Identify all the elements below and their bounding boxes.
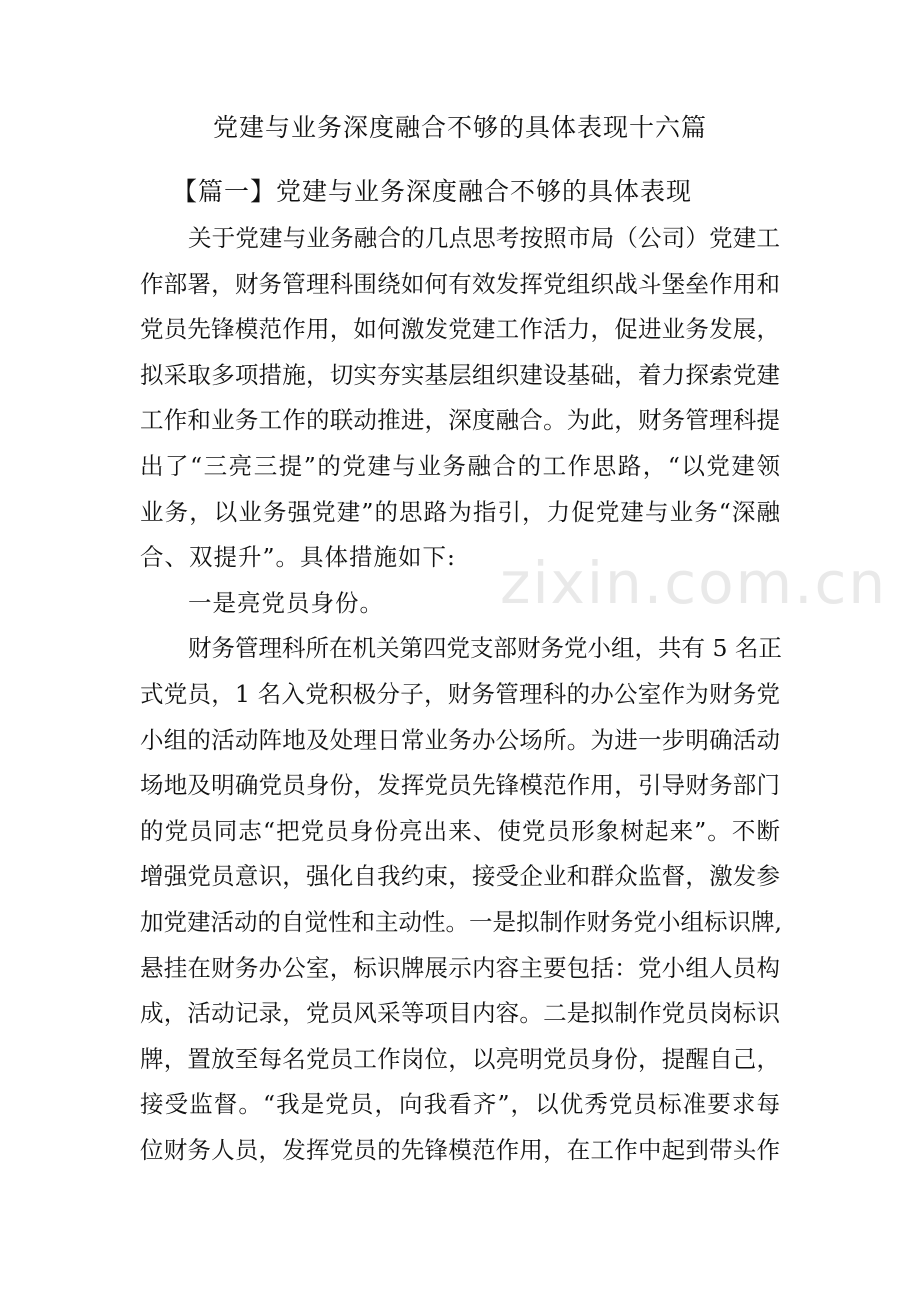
paragraph-line: 出了“三亮三提”的党建与业务融合的工作思路，“以党建领 — [140, 451, 780, 480]
paragraph-line: 加党建活动的自觉性和主动性。一是拟制作财务党小组标识牌, — [140, 907, 782, 936]
paragraph-line: 增强党员意识，强化自我约束，接受企业和群众监督，激发参 — [140, 862, 780, 891]
paragraph-line: 成，活动记录，党员风采等项目内容。二是拟制作党员岗标识 — [140, 999, 780, 1028]
paragraph-line: 业务，以业务强党建”的思路为指引，力促党建与业务“深融 — [140, 497, 780, 526]
body-text — [140, 216, 780, 1173]
paragraph-line: 财务管理科所在机关第四党支部财务党小组，共有 5 名正 — [188, 634, 782, 663]
paragraph-line: 工作和业务工作的联动推进，深度融合。为此，财务管理科提 — [140, 406, 780, 435]
paragraph-line: 式党员，1 名入党积极分子，财务管理科的办公室作为财务党 — [140, 679, 780, 708]
paragraph-line: 党员先锋模范作用，如何激发党建工作活力，促进业务发展， — [140, 315, 780, 344]
paragraph-line: 拟采取多项措施，切实夯实基层组织建设基础，着力探索党建 — [140, 360, 780, 389]
paragraph-line: 小组的活动阵地及处理日常业务办公场所。为进一步明确活动 — [140, 725, 780, 754]
paragraph-line: 牌，置放至每名党员工作岗位，以亮明党员身份，提醒自己， — [140, 1044, 780, 1073]
paragraph-line: 作部署，财务管理科围绕如何有效发挥党组织战斗堡垒作用和 — [140, 269, 780, 298]
paragraph-line: 接受监督。“我是党员，向我看齐”，以优秀党员标准要求每 — [140, 1090, 780, 1119]
paragraph-line: 一是亮党员身份。 — [188, 588, 384, 617]
paragraph-line: 位财务人员，发挥党员的先锋模范作用，在工作中起到带头作 — [140, 1135, 780, 1164]
paragraph-line: 场地及明确党员身份，发挥党员先锋模范作用，引导财务部门 — [140, 771, 780, 800]
paragraph-line: 悬挂在财务办公室，标识牌展示内容主要包括：党小组人员构 — [140, 953, 780, 982]
section-heading: 【篇一】党建与业务深度融合不够的具体表现 — [172, 177, 693, 206]
paragraph-line: 合、双提升”。具体措施如下: — [140, 543, 456, 572]
watermark: zixin.com.cn — [500, 549, 888, 617]
paragraph-line: 关于党建与业务融合的几点思考按照市局（公司）党建工 — [188, 224, 780, 252]
document-title: 党建与业务深度融合不够的具体表现十六篇 — [212, 113, 707, 142]
paragraph-line: 的党员同志“把党员身份亮出来、使党员形象树起来”。不断 — [140, 816, 780, 845]
